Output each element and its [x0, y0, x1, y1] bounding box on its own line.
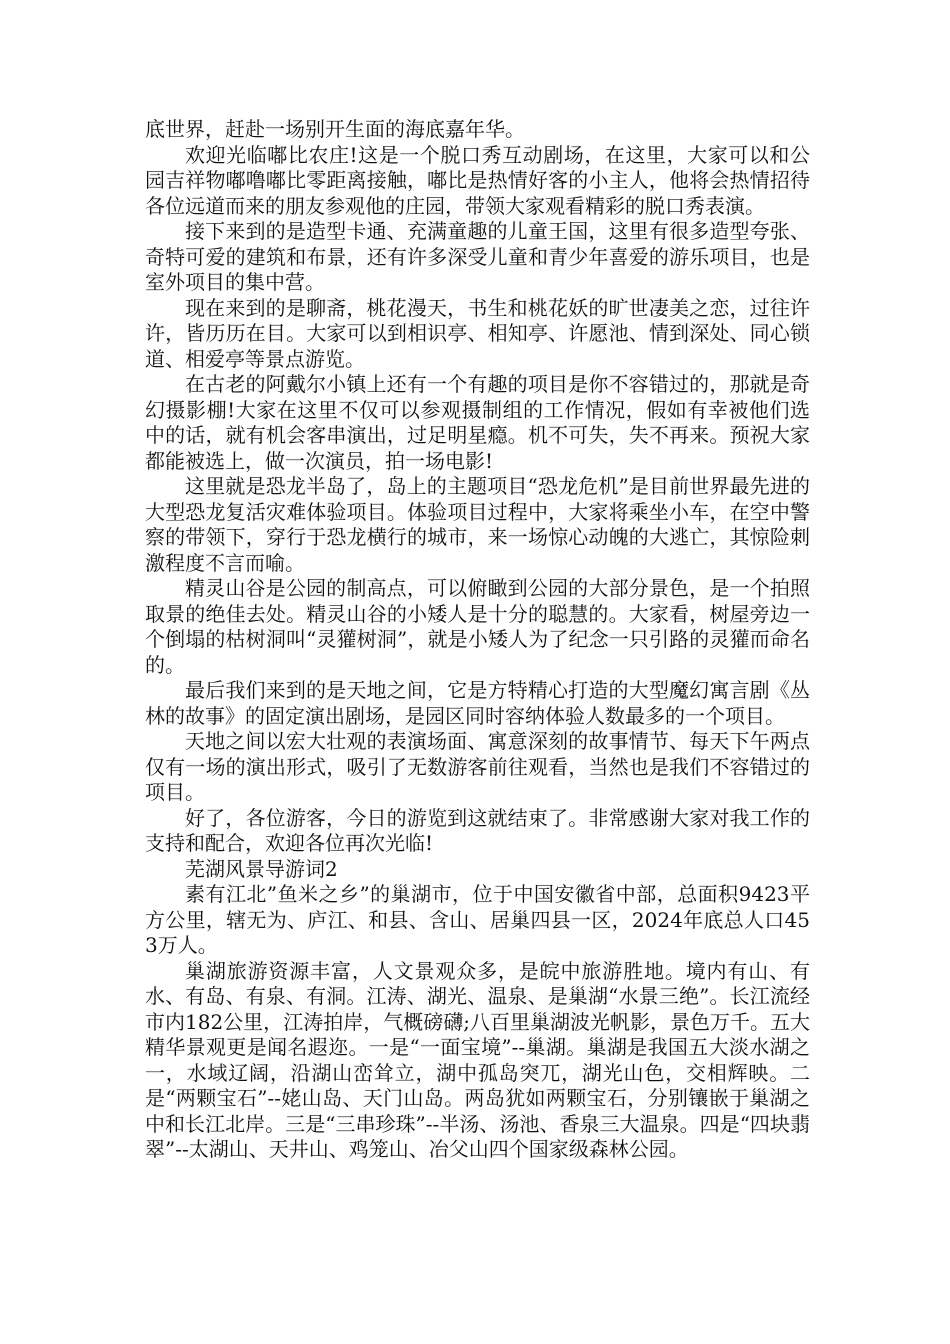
section-heading: 芜湖风景导游词2	[185, 856, 338, 881]
paragraph-kids-kingdom: 接下来到的是造型卡通、充满童趣的儿童王国，这里有很多造型夸张、奇特可爱的建筑和布景，还有许多深受儿童和青少年喜爱的游乐项目，也是室外项目的集中营。	[145, 219, 810, 294]
paragraph-dubi-farm: 欢迎光临嘟比农庄!这是一个脱口秀互动剧场，在这里，大家可以和公园吉祥物嘟噜嘟比零距离接触，嘟比是热情好客的小主人，他将会热情招待各位远道而来的朋友参观他的庄园，带领大家观看精彩的脱口秀表演。	[145, 142, 810, 218]
paragraph-continuation: 底世界，赶赴一场别开生面的海底嘉年华。	[145, 117, 525, 141]
paragraph-tiandi-show: 天地之间以宏大壮观的表演场面、寓意深刻的故事情节、每天下午两点仅有一场的演出形式，吸引了无数游客前往观看，当然也是我们不容错过的项目。	[145, 729, 810, 804]
paragraph-fantasy-studio: 在古老的阿戴尔小镇上还有一个有趣的项目是你不容错过的，那就是奇幻摄影棚!大家在这里不仅可以参观摄制组的工作情况，假如有幸被他们选中的话，就有机会客串演出，过足明星瘾。机不可失，失不再来。预祝大家都能被选上，做一次演员，拍一场电影!	[145, 372, 810, 473]
document-page	[145, 117, 810, 1163]
paragraph-farewell: 好了，各位游客，今日的游览到这就结束了。非常感谢大家对我工作的支持和配合，欢迎各位再次光临!	[145, 805, 810, 855]
paragraph-liaozhai: 现在来到的是聊斋，桃花漫天，书生和桃花妖的旷世凄美之恋，过往许许，皆历历在目。大家可以到相识亭、相知亭、许愿池、情到深处、同心锁道、相爱亭等景点游览。	[145, 295, 810, 371]
paragraph-tiandi: 最后我们来到的是天地之间，它是方特精心打造的大型魔幻寓言剧《丛林的故事》的固定演出剧场，是园区同时容纳体验人数最多的一个项目。	[145, 678, 810, 728]
paragraph-chaohu-tourism: 巢湖旅游资源丰富，人文景观众多，是皖中旅游胜地。境内有山、有水、有岛、有泉、有洞。江涛、湖光、温泉、是巢湖“水景三绝”。长江流经市内182公里，江涛拍岸，气概磅礴;八百里巢湖波光帆影，景色万千。五大精华景观更是闻名遐迩。一是“一面宝境”--巢湖。巢湖是我国五大淡水湖之一，水域辽阔，沿湖山峦耸立，湖中孤岛突兀，湖光山色，交相辉映。二是“两颗宝石”--姥山岛、天门山岛。两岛犹如两颗宝石，分别镶嵌于巢湖之中和长江北岸。三是“三串珍珠”--半汤、汤池、香泉三大温泉。四是“四块翡翠”--太湖山、天井山、鸡笼山、冶父山四个国家级森林公园。	[145, 958, 810, 1161]
paragraph-dinosaur-peninsula: 这里就是恐龙半岛了，岛上的主题项目“恐龙危机”是目前世界最先进的大型恐龙复活灾难体验项目。体验项目过程中，大家将乘坐小车，在空中警察的带领下，穿行于恐龙横行的城市，来一场惊心动魄的大逃亡，其惊险刺激程度不言而喻。	[145, 474, 810, 575]
paragraph-chaohu-intro: 素有江北”鱼米之乡”的巢湖市，位于中国安徽省中部，总面积9423平方公里，辖无为、庐江、和县、含山、居巢四县一区，2024年底总人口453万人。	[145, 882, 810, 957]
paragraph-elf-valley: 精灵山谷是公园的制高点，可以俯瞰到公园的大部分景色，是一个拍照取景的绝佳去处。精灵山谷的小矮人是十分的聪慧的。大家看，树屋旁边一个倒塌的枯树洞叫“灵獾树洞”，就是小矮人为了纪念一只引路的灵獾而命名的。	[145, 576, 810, 677]
